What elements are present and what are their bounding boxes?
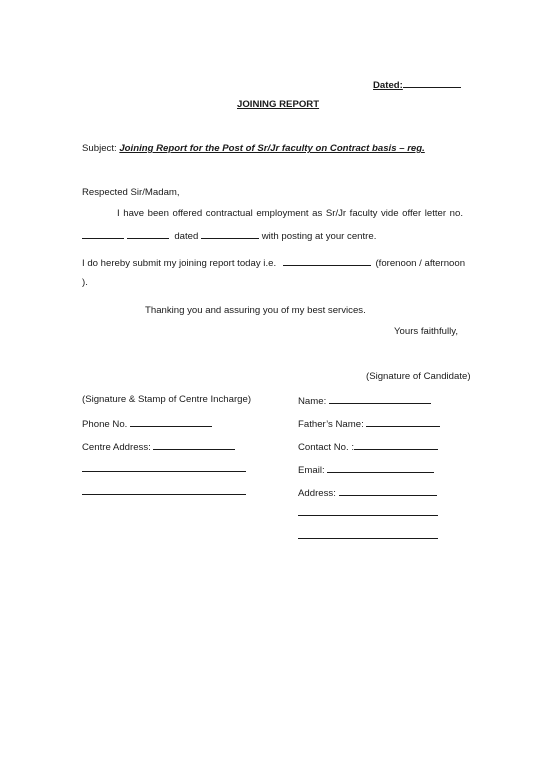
centre-address-row <box>82 440 235 453</box>
offer-letter-no-blank-2[interactable] <box>127 229 169 239</box>
name-label: Name: <box>298 396 327 407</box>
joining-date-blank[interactable] <box>283 256 371 266</box>
phone-blank[interactable] <box>130 417 212 427</box>
subject-line <box>82 143 425 154</box>
centre-address-label: Centre Address: <box>82 442 151 453</box>
closing-text: Yours faithfully, <box>394 326 458 337</box>
offer-letter-no-blank-1[interactable] <box>82 229 124 239</box>
centre-address-blank[interactable] <box>153 440 235 450</box>
name-row <box>298 394 431 407</box>
paragraph-2-text: I do hereby submit my joining report today i.e. <box>82 258 277 269</box>
email-row <box>298 463 434 476</box>
dated-blank[interactable] <box>403 78 461 88</box>
paragraph-1-line-1: I have been offered contractual employment as Sr/Jr faculty vide offer letter no. <box>117 208 463 219</box>
thanks-text: Thanking you and assuring you of my best services. <box>145 305 366 316</box>
address-label: Address: <box>298 488 336 499</box>
centre-address-line-2[interactable] <box>82 471 246 472</box>
paragraph-2-line-1 <box>82 256 465 269</box>
father-name-label: Father’s Name: <box>298 419 364 430</box>
offer-letter-date-blank[interactable] <box>201 229 259 239</box>
contact-blank[interactable] <box>354 440 438 450</box>
paragraph-1-line-2 <box>82 229 376 242</box>
email-blank[interactable] <box>327 463 434 473</box>
signature-candidate: (Signature of Candidate) <box>366 371 471 382</box>
subject-label: Subject: <box>82 143 117 154</box>
centre-address-line-3[interactable] <box>82 494 246 495</box>
address-row <box>298 486 437 499</box>
dated-label: Dated: <box>373 80 403 91</box>
paragraph-2-close: ). <box>82 277 88 288</box>
document-title: JOINING REPORT <box>237 99 320 110</box>
forenoon-afternoon-text: (forenoon / afternoon <box>375 258 466 269</box>
posting-text: with posting at your centre. <box>261 231 377 242</box>
subject-text: Joining Report for the Post of Sr/Jr faculty on Contract basis – reg. <box>119 143 425 154</box>
father-name-row <box>298 417 440 430</box>
dated-line <box>373 78 461 91</box>
father-name-blank[interactable] <box>366 417 440 427</box>
name-blank[interactable] <box>329 394 431 404</box>
contact-label: Contact No. : <box>298 442 354 453</box>
address-blank[interactable] <box>339 486 437 496</box>
contact-row <box>298 440 438 453</box>
address-line-2[interactable] <box>298 515 438 516</box>
phone-label: Phone No. <box>82 419 128 430</box>
salutation: Respected Sir/Madam, <box>82 187 180 198</box>
dated-word: dated <box>174 231 199 242</box>
email-label: Email: <box>298 465 325 476</box>
address-line-3[interactable] <box>298 538 438 539</box>
signature-stamp-label: (Signature & Stamp of Centre Incharge) <box>82 394 252 405</box>
phone-row <box>82 417 212 430</box>
